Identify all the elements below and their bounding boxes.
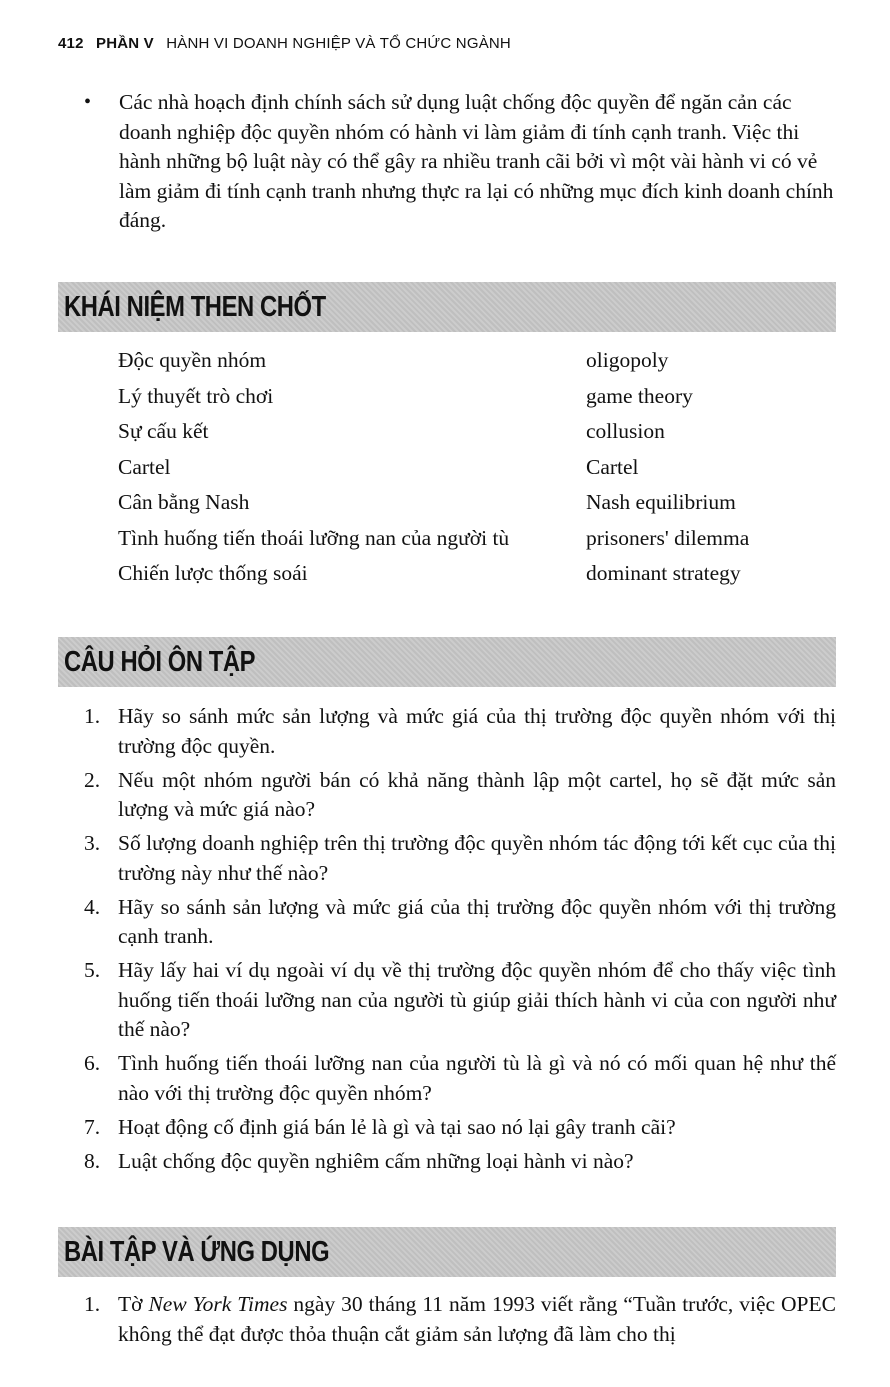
term-en: Nash equilibrium bbox=[586, 490, 736, 514]
running-header bbox=[58, 35, 511, 52]
question-number: 3. bbox=[84, 831, 101, 855]
question-text: Tình huống tiến thoái lưỡng nan của người tù là gì và nó có mối quan hệ như thế nào với thị trường độc quyền nhóm? bbox=[118, 1051, 836, 1105]
question-text: Nếu một nhóm người bán có khả năng thành lập một cartel, họ sẽ đặt mức sản lượng và mức giá nào? bbox=[118, 767, 836, 821]
publication-name: New York Times bbox=[148, 1292, 288, 1316]
bullet-icon: • bbox=[84, 91, 92, 113]
term-vi: Sự cấu kết bbox=[118, 419, 209, 443]
exercise-item bbox=[84, 1290, 836, 1349]
question-number: 4. bbox=[84, 894, 101, 919]
term-row bbox=[118, 382, 818, 418]
question-item bbox=[84, 893, 836, 952]
question-number: 8. bbox=[84, 1148, 101, 1173]
review-questions-heading bbox=[58, 637, 836, 687]
question-number: 7. bbox=[84, 1114, 101, 1139]
question-text: Hãy so sánh mức sản lượng và mức giá của thị trường độc quyền nhóm với thị trường độc quyền. bbox=[118, 704, 836, 758]
key-concepts-list bbox=[118, 346, 818, 595]
summary-bullet-text: Các nhà hoạch định chính sách sử dụng luật chống độc quyền để ngăn cản các doanh nghiệp độc quyền nhóm có hành vi làm giảm đi tính cạnh tranh. Việc thi hành những bộ luật này có thể gây ra nhiều tranh cãi bởi vì một vài hành vi có vẻ làm giảm đi tính cạnh tranh nhưng thực ra lại có những mục đích kinh doanh chính đáng. bbox=[119, 90, 834, 232]
term-vi: Tình huống tiến thoái lưỡng nan của người tù bbox=[118, 525, 510, 550]
term-row bbox=[118, 524, 818, 560]
term-vi: Lý thuyết trò chơi bbox=[118, 383, 274, 408]
question-item bbox=[84, 1113, 836, 1143]
term-en: oligopoly bbox=[586, 348, 669, 372]
question-item bbox=[84, 956, 836, 1045]
term-en: Cartel bbox=[586, 454, 639, 479]
question-number: 6. bbox=[84, 1051, 101, 1075]
page-number: 412 bbox=[58, 35, 84, 52]
part-label: PHẦN V bbox=[96, 35, 154, 52]
question-item bbox=[84, 766, 836, 825]
question-text: Số lượng doanh nghiệp trên thị trường độc quyền nhóm tác động tới kết cục của thị trường này như thế nào? bbox=[118, 831, 836, 885]
question-item bbox=[84, 702, 836, 761]
exercise-number: 1. bbox=[84, 1292, 101, 1316]
question-item bbox=[84, 829, 836, 888]
summary-bullet bbox=[84, 88, 844, 236]
question-text: Hoạt động cố định giá bán lẻ là gì và tại sao nó lại gây tranh cãi? bbox=[118, 1114, 676, 1139]
term-vi: Chiến lược thống soái bbox=[118, 561, 308, 585]
term-vi: Cartel bbox=[118, 454, 171, 479]
key-concepts-title: KHÁI NIỆM THEN CHỐT bbox=[64, 291, 326, 323]
exercise-text bbox=[118, 1290, 836, 1349]
part-title: HÀNH VI DOANH NGHIỆP VÀ TỔ CHỨC NGÀNH bbox=[166, 35, 511, 52]
question-text: Hãy lấy hai ví dụ ngoài ví dụ về thị trường độc quyền nhóm để cho thấy việc tình huống tiến thoái lưỡng nan của người tù giúp giải thích hành vi của con người như thế nào? bbox=[118, 958, 836, 1041]
term-en: prisoners' dilemma bbox=[586, 525, 750, 550]
question-number: 1. bbox=[84, 704, 101, 728]
term-row bbox=[118, 488, 818, 524]
question-number: 5. bbox=[84, 958, 101, 982]
term-en: collusion bbox=[586, 419, 665, 443]
exercise-lead: Tờ bbox=[118, 1292, 149, 1316]
question-text: Hãy so sánh sản lượng và mức giá của thị trường độc quyền nhóm với thị trường cạnh tranh. bbox=[118, 894, 836, 948]
term-en: dominant strategy bbox=[586, 561, 741, 585]
term-vi: Độc quyền nhóm bbox=[118, 348, 267, 372]
exercise-rest: ngày 30 tháng 11 năm 1993 viết rằng “Tuần trước, việc OPEC không thể đạt được thỏa thuận cắt giảm sản lượng đã làm cho thị bbox=[118, 1292, 836, 1346]
exercises-title: BÀI TẬP VÀ ỨNG DỤNG bbox=[64, 1236, 330, 1268]
term-row bbox=[118, 417, 818, 453]
term-row bbox=[118, 453, 818, 489]
question-number: 2. bbox=[84, 767, 101, 792]
exercises-heading bbox=[58, 1227, 836, 1277]
review-questions-title: CÂU HỎI ÔN TẬP bbox=[64, 646, 256, 678]
question-item bbox=[84, 1049, 836, 1108]
term-vi: Cân bằng Nash bbox=[118, 490, 250, 514]
term-row bbox=[118, 559, 818, 595]
question-item bbox=[84, 1147, 836, 1177]
question-text: Luật chống độc quyền nghiêm cấm những loại hành vi nào? bbox=[118, 1148, 634, 1173]
key-concepts-heading bbox=[58, 282, 836, 332]
term-row bbox=[118, 346, 818, 382]
review-questions-list bbox=[84, 702, 836, 1181]
term-en: game theory bbox=[586, 383, 693, 408]
